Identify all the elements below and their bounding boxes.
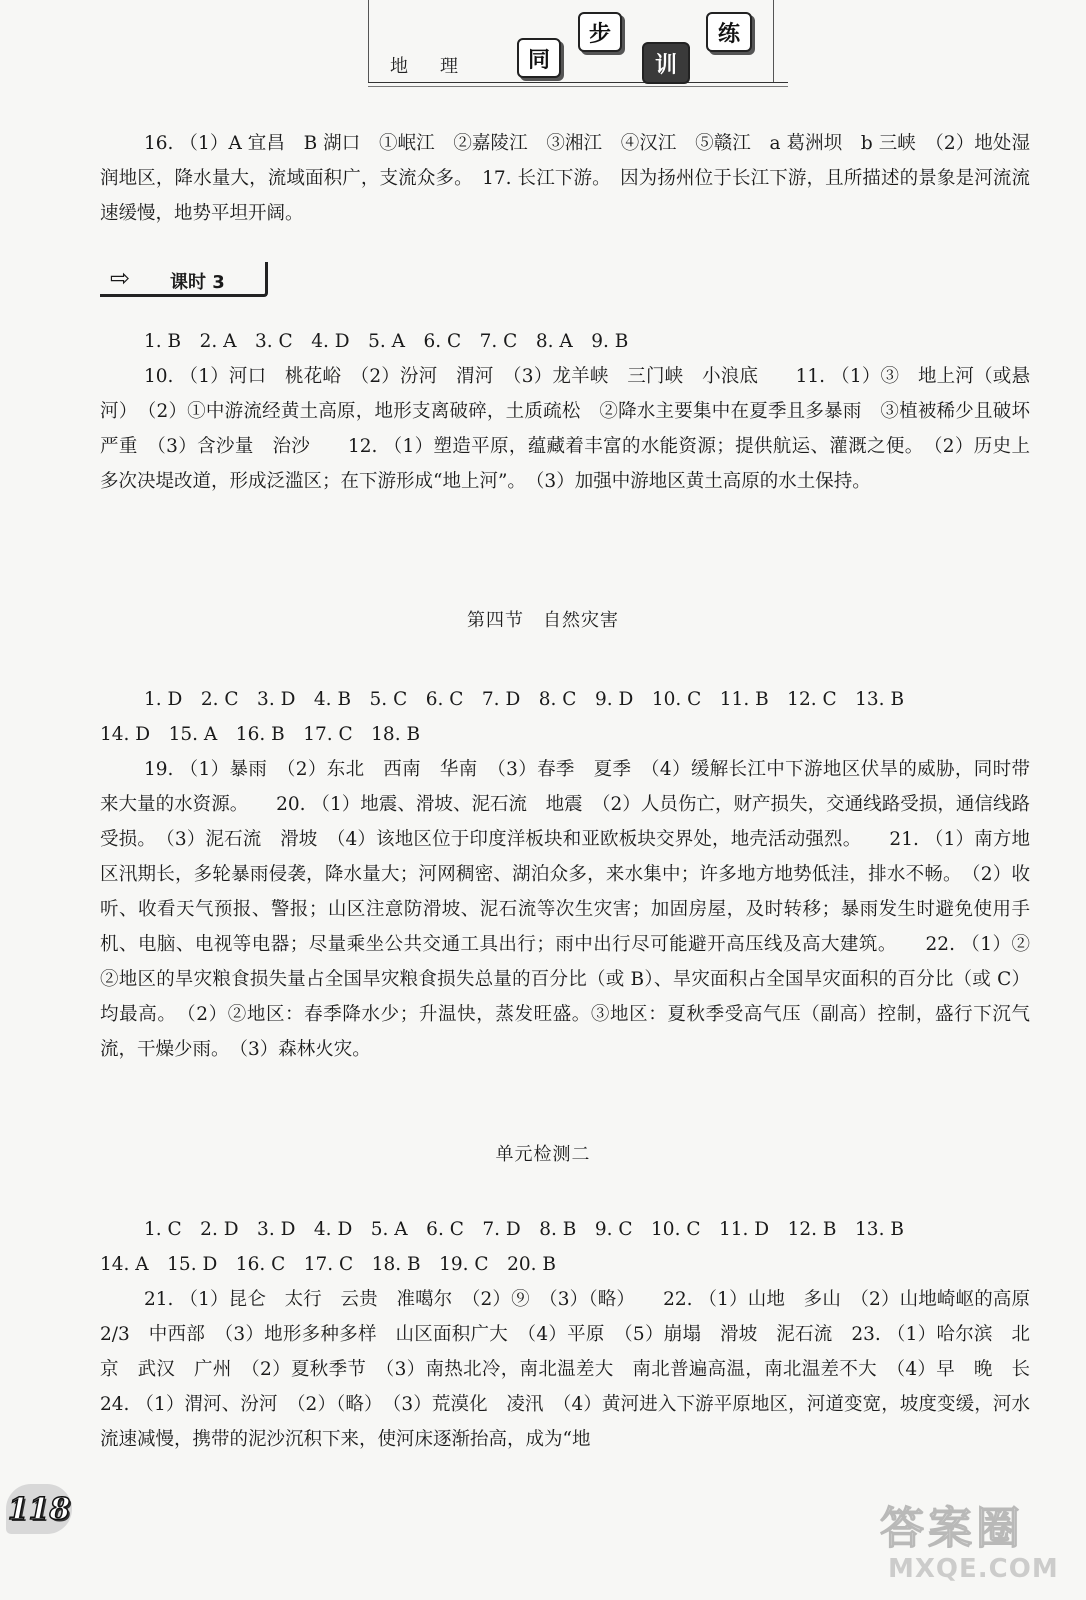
answer-paragraph: 16. （1）A 宜昌 B 湖口 ①岷江 ②嘉陵江 ③湘江 ④汉江 ⑤赣江 a 葛洲坝 b 三峡 （2）地处湿润地区，降水量大，流域面积广，支流众多。 17. 长江下游。 因为扬州位于长江下游，且所描述的景象是河流流速缓慢，地势平坦开阔。: [100, 133, 1030, 224]
page-number: 118: [6, 1484, 72, 1534]
answer-block: [100, 1212, 1068, 1457]
answer-line: 14. A 15. D 16. C 17. C 18. B 19. C 20. B: [100, 1254, 556, 1275]
header-title-char: 训: [642, 42, 690, 84]
header-rule: [368, 82, 788, 83]
answer-block: [100, 126, 1030, 231]
subject-label: 地理: [390, 56, 490, 77]
section-heading: 第四节 自然灾害: [467, 610, 619, 631]
header-divider: [368, 0, 369, 82]
lesson-tag-label: 课时 3: [170, 272, 225, 293]
watermark: [880, 1492, 1080, 1596]
lesson-tag: [100, 262, 268, 300]
answer-line: 1. C 2. D 3. D 4. D 5. A 6. C 7. D 8. B 9. C 10. C 11. D 12. B 13. B: [144, 1219, 904, 1240]
answer-block: [100, 324, 1030, 499]
header-rule: [368, 86, 788, 87]
section-heading: 单元检测二: [495, 1144, 591, 1165]
answer-line: 1. D 2. C 3. D 4. B 5. C 6. C 7. D 8. C 9. D 10. C 11. B 12. C 13. B: [144, 689, 905, 710]
header-title-char: 练: [706, 12, 752, 52]
watermark-logo: 答案圈: [880, 1503, 1024, 1554]
answer-paragraph: 21. （1）昆仑 太行 云贵 准噶尔 （2）⑨ （3）（略） 22. （1）山地 多山 （2）山地崎岖的高原 2/3 中西部 （3）地形多种多样 山区面积广大 （4）平原 （5）崩塌 滑坡 泥石流 23. （1）哈尔滨 北京 武汉 广州 （2）夏秋季节 （3）南热北冷，南北温差大 南北普遍高温，南北温差不大 （4）早 晚 长 24. （1）渭河、汾河 （2）（略） （3）荒漠化 凌汛 （4）黄河进入下游平原地区，河道变宽，坡度变缓，河水流速减慢，携带的泥沙沉积下来，使河床逐渐抬高，成为“地: [100, 1289, 1068, 1450]
answer-block: [100, 682, 1049, 1067]
watermark-url: MXQE.COM: [888, 1554, 1059, 1584]
answer-line: 1. B 2. A 3. C 4. D 5. A 6. C 7. C 8. A 9. B: [144, 331, 629, 352]
answer-paragraph: 19. （1）暴雨 （2）东北 西南 华南 （3）春季 夏季 （4）缓解长江中下游地区伏旱的威胁，同时带来大量的水资源。 20. （1）地震、滑坡、泥石流 地震 （2）人员伤亡，财产损失，交通线路受损，通信线路受损。 （3）泥石流 滑坡 （4）该地区位于印度洋板块和亚欧板块交界处，地壳活动强烈。 21. （1）南方地区汛期长，多轮暴雨侵袭，降水量大；河网稠密、湖泊众多，来水集中；许多地方地势低洼，排水不畅。 （2）收听、收看天气预报、警报；山区注意防滑坡、泥石流等次生灾害；加固房屋，及时转移；暴雨发生时避免使用手机、电脑、电视等电器；尽量乘坐公共交通工具出行；雨中出行尽可能避开高压线及高大建筑。 22. （1）② ②地区的旱灾粮食损失量占全国旱灾粮食损失总量的百分比（或 B）、旱灾面积占全国旱灾面积的百分比（或 C）均最高。 （2）②地区：春季降水少；升温快，蒸发旺盛。③地区：夏秋季受高气压（副高）控制，盛行下沉气流，干燥少雨。 （3）森林火灾。: [100, 759, 1049, 1060]
header-title-char: 步: [578, 12, 622, 52]
header-divider: [773, 0, 774, 82]
answer-line: 14. D 15. A 16. B 17. C 18. B: [100, 724, 421, 745]
arrow-right-icon: ⇨: [110, 264, 131, 292]
answer-paragraph: 10. （1）河口 桃花峪 （2）汾河 渭河 （3）龙羊峡 三门峡 小浪底 11. （1）③ 地上河（或悬河） （2）①中游流经黄土高原，地形支离破碎，土质疏松 ②降水主要集中在夏季且多暴雨 ③植被稀少且破坏严重 （3）含沙量 治沙 12. （1）塑造平原，蕴藏着丰富的水能资源；提供航运、灌溉之便。 （2）历史上多次决堤改道，形成泛滥区；在下游形成“地上河”。 （3）加强中游地区黄土高原的水土保持。: [100, 366, 1030, 492]
header-title-char: 同: [517, 38, 561, 78]
